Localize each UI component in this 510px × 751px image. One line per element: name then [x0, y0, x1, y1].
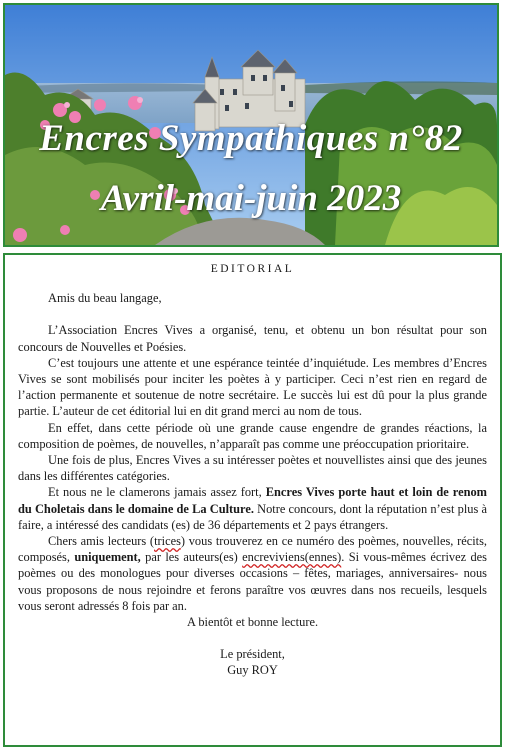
paragraph-5 — [18, 484, 487, 533]
editorial-heading: EDITORIAL — [210, 263, 295, 275]
editorial-box — [3, 253, 502, 747]
issue-title: Encres Sympathiques n°82 — [39, 118, 463, 159]
issue-date: Avril-mai-juin 2023 — [100, 178, 402, 219]
signature-title: Le président, — [220, 647, 285, 662]
paragraph-1: L’Association Encres Vives a organisé, tenu, et obtenu un bon résultat pour son concours de Nouvelles et Poésies. — [18, 323, 487, 354]
paragraph-3: En effet, dans cette période où une grande cause engendre de grandes réactions, la composition de poèmes, de nouvelles, n’apparaît pas comme une préoccupation prioritaire. — [18, 420, 487, 451]
p5-bold-text: Encres Vives porte haut et loin de renom du Choletais dans le domaine de La Culture. — [18, 485, 487, 516]
paragraph-4: Une fois de plus, Encres Vives a su intéresser poètes et nouvellistes ainsi que des jeunes dans les différentes catégories. — [18, 453, 487, 484]
salutation: Amis du beau langage, — [48, 291, 162, 306]
p6-trices: trices — [154, 534, 181, 549]
signature-name: Guy ROY — [227, 663, 278, 678]
p6-bold-text: uniquement, — [74, 550, 141, 565]
p6-text-b: ) vous trouverez en ce numéro des poèmes, nouvelles, récits, composés, — [18, 534, 487, 565]
p6-text-a: Chers amis lecteurs ( — [48, 534, 155, 549]
p6-text-d: . Si vous-mêmes écrivez des poèmes ou des monologues pour diverses occasions – fêtes, mariages, anniversaires- nous vous proposons de nous rejoindre et ferons paraître vos œuvres dans nos recueils, lesquels vous seront adressés 8 fois par an. — [18, 550, 488, 613]
paragraph-6 — [18, 533, 487, 614]
p5-text-a: Et nous ne le clamerons jamais assez fort, — [48, 485, 266, 500]
p6-text-c: par les auteurs(es) — [140, 550, 243, 565]
p6-encreviviens: encreviviens(ennes) — [242, 550, 342, 565]
p5-text-b: Notre concours, dont la réputation n’est plus à faire, a intéressé des candidats (es) de 36 départements et 2 pays étrangers. — [18, 501, 488, 532]
cover-image — [3, 3, 499, 247]
closing-line: A bientôt et bonne lecture. — [186, 615, 319, 630]
paragraph-2: C’est toujours une attente et une espérance teintée d’inquiétude. Les membres d’Encres Vives se sont mobilisés pour inciter les poètes à y participer. Ceci n’est rien en regard de l’action permanente et soutenue de notre secrétaire. Le succès lui est dû pour la plus grande partie. L’auteur de cet éditorial lui en dit grand merci au nom de tous. — [18, 355, 487, 419]
